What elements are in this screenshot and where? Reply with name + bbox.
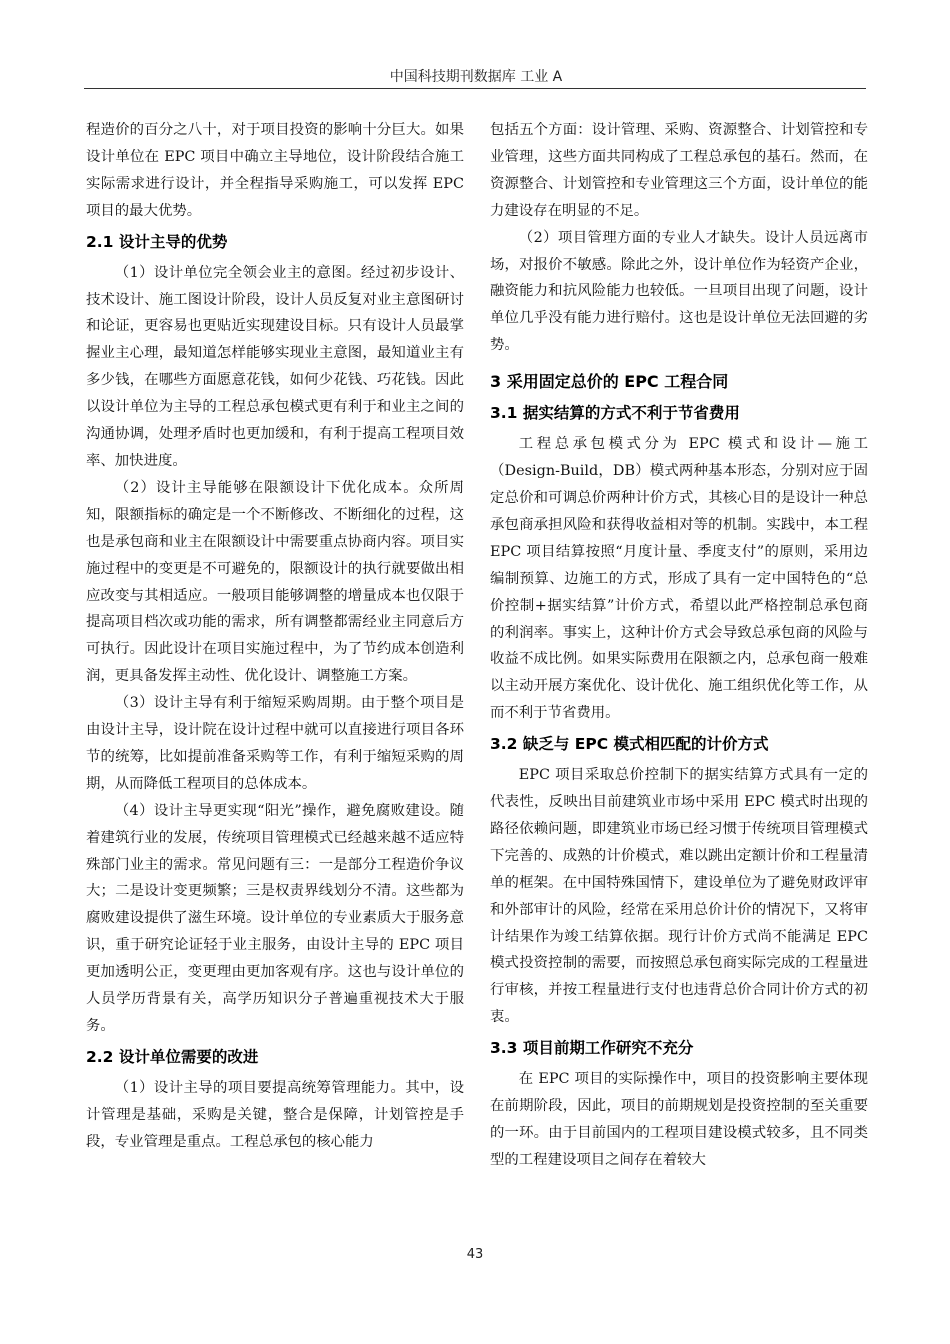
paragraph-2-2-2: （2）项目管理方面的专业人才缺失。设计人员远离市场，对报价不敏感。除此之外，设计单位作为轻资产企业，融资能力和抗风险能力也较低。一旦项目出现了问题，设计单位几乎没有能力进行赔付。这也是设计单位无法回避的劣势。 [490,229,868,354]
section-heading-2-2: 2.2 设计单位需要的改进 [86,1047,259,1066]
section-heading-3: 3 采用固定总价的 EPC 工程合同 [490,372,729,392]
page-number: 43 [466,1247,484,1262]
section-heading-3-1: 3.1 据实结算的方式不利于节省费用 [490,404,740,423]
paragraph-2-1-4: （4）设计主导更实现“阳光”操作，避免腐败建设。随着建筑行业的发展，传统项目管理模式已经越来越不适应特殊部门业主的需求。常见问题有三：一是部分工程造价争议大；二是设计变更频繁；三是权责界线划分不清。这些都为腐败建设提供了滋生环境。设计单位的专业素质大于服务意识，重于研究论证轻于业主服务，由设计主导的 EPC 项目更加透明公正，变更理由更加客观有序。这也与设计单位的人员学历背景有关，高学历知识分子普遍重视技术大于服务。 [86,802,464,1034]
paragraph-3-1: 工程总承包模式分为 EPC 模式和设计—施工（Design-Build，DB）模式两种基本形态，分别对应于固定总价和可调总价两种计价方式，其核心目的是设计一种总承包商承担风险和获得收益相对等的机制。实践中，本工程 EPC 项目结算按照“月度计量、季度支付”的原则，采用边编制预算、边施工的方式，形成了具有一定中国特色的“总价控制+据实结算”计价方式，希望以此严格控制总承包商的利润率。事实上，这种计价方式会导致总承包商的风险与收益不成比例。如果实际费用在限额之内，总承包商一般难以主动开展方案优化、设计优化、施工组织优化等工作，从而不利于节省费用。 [490,436,868,722]
left-column [86,117,464,1156]
paragraph-continued: 包括五个方面：设计管理、采购、资源整合、计划管控和专业管理，这些方面共同构成了工程总承包的基石。然而，在资源整合、计划管控和专业管理这三个方面，设计单位的能力建设存在明显的不足。 [490,122,868,219]
right-column [490,117,868,1174]
header-rule [84,88,866,89]
paragraph-2-1-1: （1）设计单位完全领会业主的意图。经过初步设计、技术设计、施工图设计阶段，设计人员反复对业主意图研讨和论证，更容易也更贴近实现建设目标。只有设计人员最掌握业主心理，最知道怎样能够实现业主意图，最知道业主有多少钱，在哪些方面愿意花钱，如何少花钱、巧花钱。因此以设计单位为主导的工程总承包模式更有利于和业主之间的沟通协调，处理矛盾时也更加缓和，有利于提高工程项目效率、加快进度。 [86,264,464,469]
paragraph-2-1-2: （2）设计主导能够在限额设计下优化成本。众所周知，限额指标的确定是一个不断修改、不断细化的过程，这也是承包商和业主在限额设计中需要重点协商内容。项目实施过程中的变更是不可避免的，限额设计的执行就要做出相应改变与其相适应。一般项目能够调整的增量成本也仅限于提高项目档次或功能的需求，所有调整都需经业主同意后方可执行。因此设计在项目实施过程中，为了节约成本创造利润，更具备发挥主动性、优化设计、调整施工方案。 [86,479,464,685]
paragraph-intro: 程造价的百分之八十，对于项目投资的影响十分巨大。如果设计单位在 EPC 项目中确立主导地位，设计阶段结合施工实际需求进行设计，并全程指导采购施工，可以发挥 EPC 项目的最大优势。 [86,122,464,219]
paragraph-3-3: 在 EPC 项目的实际操作中，项目的投资影响主要体现在前期阶段，因此，项目的前期规划是投资控制的至关重要的一环。由于目前国内的工程项目建设模式较多，且不同类型的工程建设项目之间存在着较大 [490,1071,868,1168]
section-heading-3-2: 3.2 缺乏与 EPC 模式相匹配的计价方式 [490,735,769,754]
paragraph-3-2: EPC 项目采取总价控制下的据实结算方式具有一定的代表性，反映出目前建筑业市场中采用 EPC 模式时出现的路径依赖问题，即建筑业市场已经习惯于传统项目管理模式下完善的、成熟的计价模式，难以跳出定额计价和工程量清单的框架。在中国特殊国情下，建设单位为了避免财政评审和外部审计的风险，经常在采用总价计价的情况下，又将审计结果作为竣工结算依据。现行计价方式尚不能满足 EPC 模式投资控制的需要，而按照总承包商实际完成的工程量进行审核，并按工程量进行支付也违背总价合同计价方式的初衷。 [490,767,868,1026]
paragraph-2-2-1: （1）设计主导的项目要提高统筹管理能力。其中，设计管理是基础，采购是关键，整合是保障，计划管控是手段，专业管理是重点。工程总承包的核心能力 [86,1079,464,1150]
paragraph-2-1-3: （3）设计主导有利于缩短采购周期。由于整个项目是由设计主导，设计院在设计过程中就可以直接进行项目各环节的统筹，比如提前准备采购等工作，有利于缩短采购的周期，从而降低工程项目的总体成本。 [86,695,464,792]
section-heading-2-1: 2.1 设计主导的优势 [86,232,228,251]
section-heading-3-3: 3.3 项目前期工作研究不充分 [490,1039,694,1058]
running-header: 中国科技期刊数据库 工业 A [389,69,563,85]
